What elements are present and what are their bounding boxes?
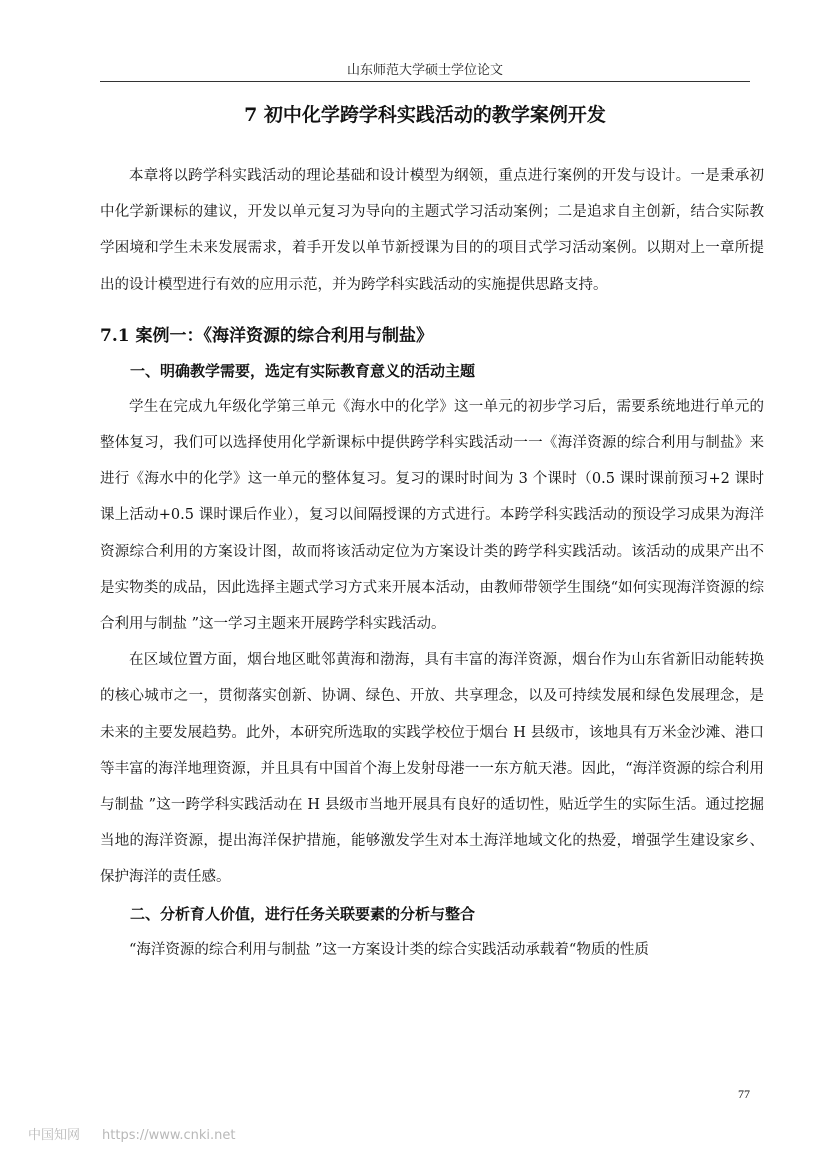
- header-rule: [100, 81, 750, 82]
- intro-paragraph: 本章将以跨学科实践活动的理论基础和设计模型为纲领，重点进行案例的开发与设计。一是秉承初中化学新课标的建议，开发以单元复习为导向的主题式学习活动案例；二是追求自主创新，结合实际教学困境和学生未来发展需求，着手开发以单节新授课为目的的项目式学习活动案例。以期对上一章所提出的设计模型进行有效的应用示范，并为跨学科实践活动的实施提供思路支持。: [100, 168, 764, 293]
- paragraph: 学生在完成九年级化学第三单元《海水中的化学》这一单元的初步学习后，需要系统地进行单元的整体复习，我们可以选择使用化学新课标中提供跨学科实践活动一一《海洋资源的综合利用与制盐》来进行《海水中的化学》这一单元的整体复习。复习的课时时间为 3 个课时（0.5 课时课前预习+2 课时课上活动+0.5 课时课后作业），复习以间隔授课的方式进行。本跨学科实践活动的预设学习成果为海洋资源综合利用的方案设计图，故而将该活动定位为方案设计类的跨学科实践活动。该活动的成果产出不是实物类的成品，因此选择主题式学习方式来开展本活动，由教师带领学生围绕“如何实现海洋资源的综合利用与制盐 ”这一学习主题来开展跨学科实践活动。: [100, 398, 764, 633]
- body-text: [100, 158, 764, 968]
- section-title: 7.1 案例一：《海洋资源的综合利用与制盐》: [100, 325, 433, 346]
- paragraph: “海洋资源的综合利用与制盐 ”这一方案设计类的综合实践活动承载着“物质的性质: [129, 941, 649, 958]
- running-header: 山东师范大学硕士学位论文: [346, 63, 503, 78]
- watermark: [28, 1127, 235, 1145]
- watermark-url: https://www.cnki.net: [102, 1128, 236, 1143]
- chapter-title: 7 初中化学跨学科实践活动的教学案例开发: [244, 104, 606, 126]
- paragraph: 在区域位置方面，烟台地区毗邻黄海和渤海，具有丰富的海洋资源，烟台作为山东省新旧动能转换的核心城市之一，贯彻落实创新、协调、绿色、开放、共享理念，以及可持续发展和绿色发展理念，是未来的主要发展趋势。此外，本研究所选取的实践学校位于烟台 H 县级市，该地具有万米金沙滩、港口等丰富的海洋地理资源，并且具有中国首个海上发射母港一一东方航天港。因此，“海洋资源的综合利用与制盐 ”这一跨学科实践活动在 H 县级市当地开展具有良好的适切性，贴近学生的实际生活。通过挖掘当地的海洋资源，提出海洋保护措施，能够激发学生对本土海洋地域文化的热爱，增强学生建设家乡、保护海洋的责任感。: [100, 652, 764, 886]
- watermark-name: 中国知网: [28, 1128, 81, 1143]
- subsection-title-1: 一、明确教学需要，选定有实际教育意义的活动主题: [130, 361, 476, 380]
- subsection-title-2: 二、分析育人价值，进行任务关联要素的分析与整合: [130, 904, 476, 923]
- page-number: 77: [738, 1087, 750, 1101]
